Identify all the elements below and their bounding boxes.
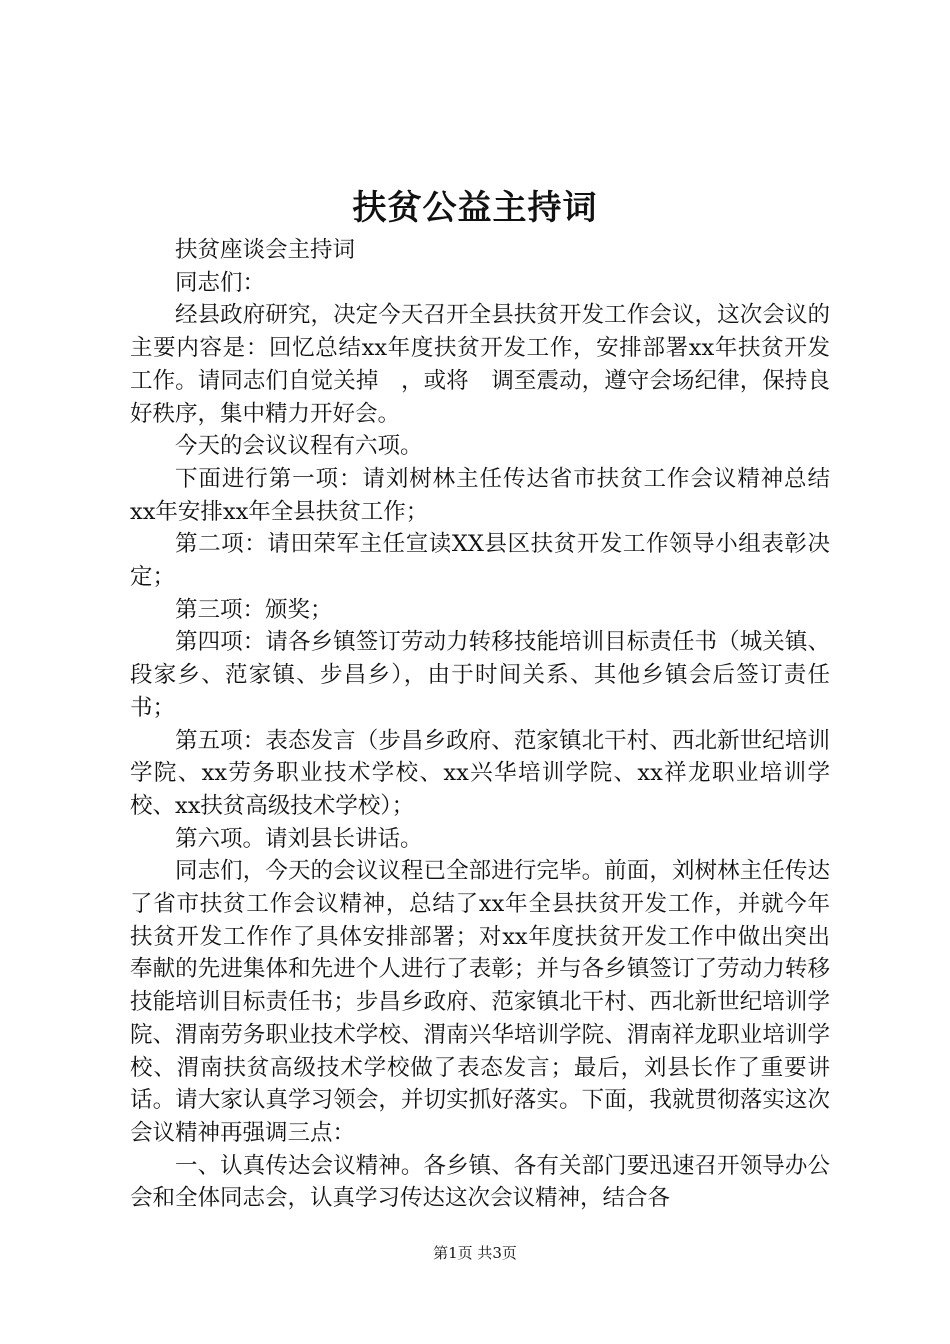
- document-body: [130, 234, 830, 1215]
- paragraph-heading: 扶贫座谈会主持词: [175, 237, 356, 263]
- paragraph-greeting: 同志们：: [175, 269, 266, 296]
- paragraph: 同志们，今天的会议议程已全部进行完毕。前面，刘树林主任传达了省市扶贫工作会议精神，总结了xx年全县扶贫开发工作，并就今年扶贫开发工作作了具体安排部署；对xx年度扶贫开发工作中做出突出奉献的先进集体和先进个人进行了表彰；并与各乡镇签订了劳动力转移技能培训目标责任书；步昌乡政府、范家镇北干村、西北新世纪培训学院、渭南劳务职业技术学校、渭南兴华培训学院、渭南祥龙职业培训学校、渭南扶贫高级技术学校做了表态发言；最后，刘县长作了重要讲话。请大家认真学习领会，并切实抓好落实。下面，我就贯彻落实这次会议精神再强调三点：: [130, 858, 830, 1146]
- paragraph: 一、认真传达会议精神。各乡镇、各有关部门要迅速召开领导办公会和全体同志会，认真学习传达这次会议精神，结合各: [130, 1152, 830, 1212]
- agenda-item-4: 第四项：请各乡镇签订劳动力转移技能培训目标责任书（城关镇、段家乡、范家镇、步昌乡），由于时间关系、其他乡镇会后签订责任书；: [130, 629, 830, 721]
- agenda-item-3: 第三项：颁奖；: [175, 596, 333, 623]
- paragraph: 经县政府研究，决定今天召开全县扶贫开发工作会议，这次会议的主要内容是：回忆总结xx年度扶贫开发工作，安排部署xx年扶贫开发工作。请同志们自觉关掉 ，或将 调至震动，遵守会场纪律，保持良好秩序，集中精力开好会。: [130, 302, 830, 427]
- document-title: 扶贫公益主持词: [352, 188, 598, 228]
- agenda-item-5: 第五项：表态发言（步昌乡政府、范家镇北干村、西北新世纪培训学院、xx劳务职业技术学校、xx兴华培训学院、xx祥龙职业培训学校、xx扶贫高级技术学校）；: [130, 727, 830, 819]
- paragraph: 今天的会议议程有六项。: [175, 433, 423, 460]
- agenda-item-6: 第六项。请刘县长讲话。: [175, 825, 423, 852]
- page-footer: 第1页 共3页: [433, 1244, 517, 1262]
- agenda-item-1: 下面进行第一项：请刘树林主任传达省市扶贫工作会议精神总结xx年安排xx年全县扶贫工作；: [130, 465, 830, 525]
- agenda-item-2: 第二项：请田荣军主任宣读XX县区扶贫开发工作领导小组表彰决定；: [130, 531, 830, 591]
